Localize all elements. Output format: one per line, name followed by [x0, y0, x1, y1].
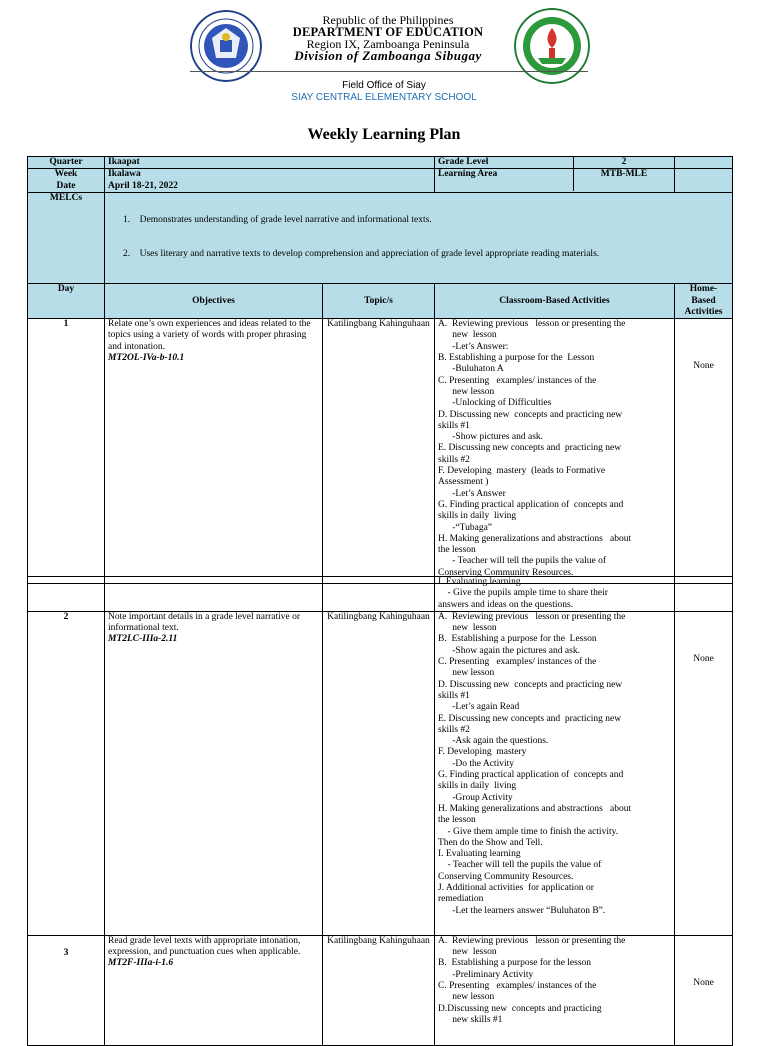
day-2-act-g-detail: -Group Activity	[438, 792, 513, 803]
header-text-block	[270, 14, 506, 62]
day-1-topic: Katilingbang Kahinguhaan	[323, 319, 435, 584]
day-2-act-c: C. Presenting examples/ instances of the new lesson	[438, 657, 597, 679]
day-3-act-b-detail: -Preliminary Activity	[438, 969, 534, 980]
week-date-values	[105, 169, 435, 193]
day-2-act-e-detail: -Ask again the questions.	[438, 736, 549, 747]
day-1-act-d-detail: -Show pictures and ask.	[438, 432, 544, 443]
day-1-act-c-detail: -Unlocking of Difficulties	[438, 398, 552, 409]
weekly-plan-table-part1	[27, 156, 733, 584]
melc-1: 1. Demonstrates understanding of grade level narrative and informational texts.	[123, 215, 432, 226]
grade-level-filler	[675, 157, 733, 169]
col-objectives: Objectives	[105, 284, 323, 319]
week-label: Week	[54, 169, 78, 180]
melcs-list	[105, 192, 733, 283]
quarter-label: Quarter	[28, 157, 105, 169]
day-2-act-d-detail: -Let’s again Read	[438, 702, 520, 713]
day-1-act-e: E. Discussing new concepts and practicing new skills #2	[438, 443, 622, 465]
day-3-objective: Read grade level texts with appropriate intonation, expression, and punctuation cues when applicable.	[108, 935, 301, 958]
day-1-act-b-detail: -Buluhaton A	[438, 364, 504, 375]
department-label: DEPARTMENT OF EDUCATION	[292, 25, 484, 39]
day-2-act-d: D. Discussing new concepts and practicing new skills #1	[438, 679, 623, 701]
col-activities: Classroom-Based Activities	[435, 284, 675, 319]
col-home-based: Home-Based Activities	[675, 284, 733, 319]
date-label: Date	[56, 180, 76, 191]
cont-activities	[435, 577, 675, 612]
day-2-objective: Note important details in a grade level narrative or informational text.	[108, 611, 301, 634]
cont-day	[28, 577, 105, 612]
day-1-act-h-detail: - Teacher will tell the pupils the value of Conserving Community Resources.	[438, 556, 606, 578]
quarter-value: Ikaapat	[105, 157, 435, 169]
header-divider	[190, 71, 588, 72]
day-3-act-a: A. Reviewing previous lesson or presenting the new lesson	[438, 935, 626, 958]
division-label: Division of Zamboanga Sibugay	[294, 48, 482, 63]
melcs-label: MELCs	[28, 192, 105, 283]
day-2-topic: Katilingbang Kahinguhaan	[323, 611, 435, 935]
day-1-objective-cell	[105, 319, 323, 584]
day-1-act-g: G. Finding practical application of concepts and skills in daily living	[438, 499, 624, 522]
day-1-act-g-detail: -“Tubaga”	[438, 522, 492, 533]
day-2-act-j-detail: -Let the learners answer “Buluhaton B”.	[438, 905, 606, 916]
cont-home	[675, 577, 733, 612]
day-1-act-a-detail: -Let’s Answer:	[438, 341, 509, 352]
day-2-act-a: A. Reviewing previous lesson or presenting the new lesson	[438, 611, 626, 634]
day-1-act-d: D. Discussing new concepts and practicing new skills #1	[438, 409, 623, 431]
cont-act-i: I. Evaluating learning	[438, 577, 521, 587]
week-date-labels	[28, 169, 105, 193]
day-1-home-based: None	[675, 319, 733, 584]
school-name: SIAY CENTRAL ELEMENTARY SCHOOL	[291, 92, 477, 103]
page-title: Weekly Learning Plan	[307, 126, 461, 143]
day-2-activities	[435, 611, 675, 935]
weekly-plan-table-part2	[27, 576, 733, 1046]
day-1-number: 1	[28, 319, 105, 584]
day-2-number: 2	[28, 611, 105, 935]
day-1-act-a: A. Reviewing previous lesson or presenting the new lesson	[438, 319, 626, 341]
field-office-label: Field Office of Siay	[342, 80, 426, 91]
continuation-row	[28, 577, 733, 612]
day-2-act-g: G. Finding practical application of concepts and skills in daily living	[438, 770, 624, 792]
day-1-act-h: H. Making generalizations and abstractions about the lesson	[438, 533, 632, 556]
week-value: Ikalawa	[108, 169, 141, 180]
day-3-topic: Katilingbang Kahinguhaan	[323, 935, 435, 1045]
day-1-activities	[435, 319, 675, 584]
day-1-act-c: C. Presenting examples/ instances of the new lesson	[438, 375, 597, 397]
day-3-objective-cell	[105, 935, 323, 1045]
learning-area-label: Learning Area	[438, 169, 498, 180]
melc-2: 2. Uses literary and narrative texts to develop comprehension and appreciation of grade level appropriate reading materials.	[123, 249, 600, 260]
day-2-objective-cell	[105, 611, 323, 935]
day-1-objective: Relate one’s own experiences and ideas related to the topics using a variety of words with proper phrasing and intonation.	[108, 319, 311, 352]
grade-level-label: Grade Level 2	[435, 157, 675, 169]
day-2-row	[28, 611, 733, 935]
grade-level-value: 2	[573, 157, 674, 168]
day-2-act-f-detail: -Do the Activity	[438, 758, 514, 769]
day-1-act-f-detail: -Let’s Answer	[438, 488, 506, 499]
cont-objective	[105, 577, 323, 612]
document-header	[0, 8, 768, 68]
day-2-act-j: J. Additional activities for application or remediation	[438, 883, 594, 905]
day-2-act-e: E. Discussing new concepts and practicing new skills #2	[438, 713, 622, 735]
day-1-act-b: B. Establishing a purpose for the Lesson	[438, 353, 595, 364]
learning-area-cell	[435, 169, 675, 193]
day-3-home-based: None	[675, 935, 733, 1045]
col-day: Day	[28, 284, 105, 319]
week-date-row	[28, 169, 733, 193]
learning-area-filler	[675, 169, 733, 193]
day-2-act-i: I. Evaluating learning	[438, 849, 521, 860]
day-3-act-d: D.Discussing new concepts and practicing new skills #1	[438, 1003, 602, 1025]
day-1-act-f: F. Developing mastery (leads to Formative Assessment )	[438, 466, 606, 488]
day-3-number: 3	[28, 935, 105, 1045]
day-3-row	[28, 935, 733, 1045]
day-2-code: MT2LC-IIIa-2.11	[108, 634, 178, 645]
day-2-act-b: B. Establishing a purpose for the Lesson	[438, 634, 597, 645]
date-value: April 18-21, 2022	[108, 180, 178, 191]
melcs-row	[28, 192, 733, 283]
column-header-row	[28, 284, 733, 319]
col-topics: Topic/s	[323, 284, 435, 319]
day-3-act-b: B. Establishing a purpose for the lesson	[438, 958, 592, 969]
learning-area-value: MTB-MLE	[573, 169, 674, 191]
day-2-act-h: H. Making generalizations and abstractions about the lesson	[438, 803, 632, 826]
day-3-act-c: C. Presenting examples/ instances of the new lesson	[438, 981, 597, 1003]
day-2-act-f: F. Developing mastery	[438, 747, 527, 758]
day-3-code: MT2F-IIIa-i-1.6	[108, 958, 174, 969]
republic-label: Republic of the Philippines	[322, 13, 454, 27]
day-2-act-h-detail: - Give them ample time to finish the activity. Then do the Show and Tell.	[438, 826, 619, 848]
day-1-row	[28, 319, 733, 584]
day-2-act-b-detail: -Show again the pictures and ask.	[438, 645, 580, 656]
region-label: Region IX, Zamboanga Peninsula	[306, 37, 470, 51]
day-2-home-based: None	[675, 611, 733, 935]
day-1-code: MT2OL-IVa-b-10.1	[108, 353, 185, 364]
day-2-act-i-detail: - Teacher will tell the pupils the value of Conserving Community Resources.	[438, 860, 602, 882]
cont-topic	[323, 577, 435, 612]
cont-act-i-detail: - Give the pupils ample time to share their answers and ideas on the questions.	[438, 588, 608, 610]
day-3-activities	[435, 935, 675, 1045]
quarter-row	[28, 157, 733, 169]
division-seal-icon	[514, 8, 590, 84]
